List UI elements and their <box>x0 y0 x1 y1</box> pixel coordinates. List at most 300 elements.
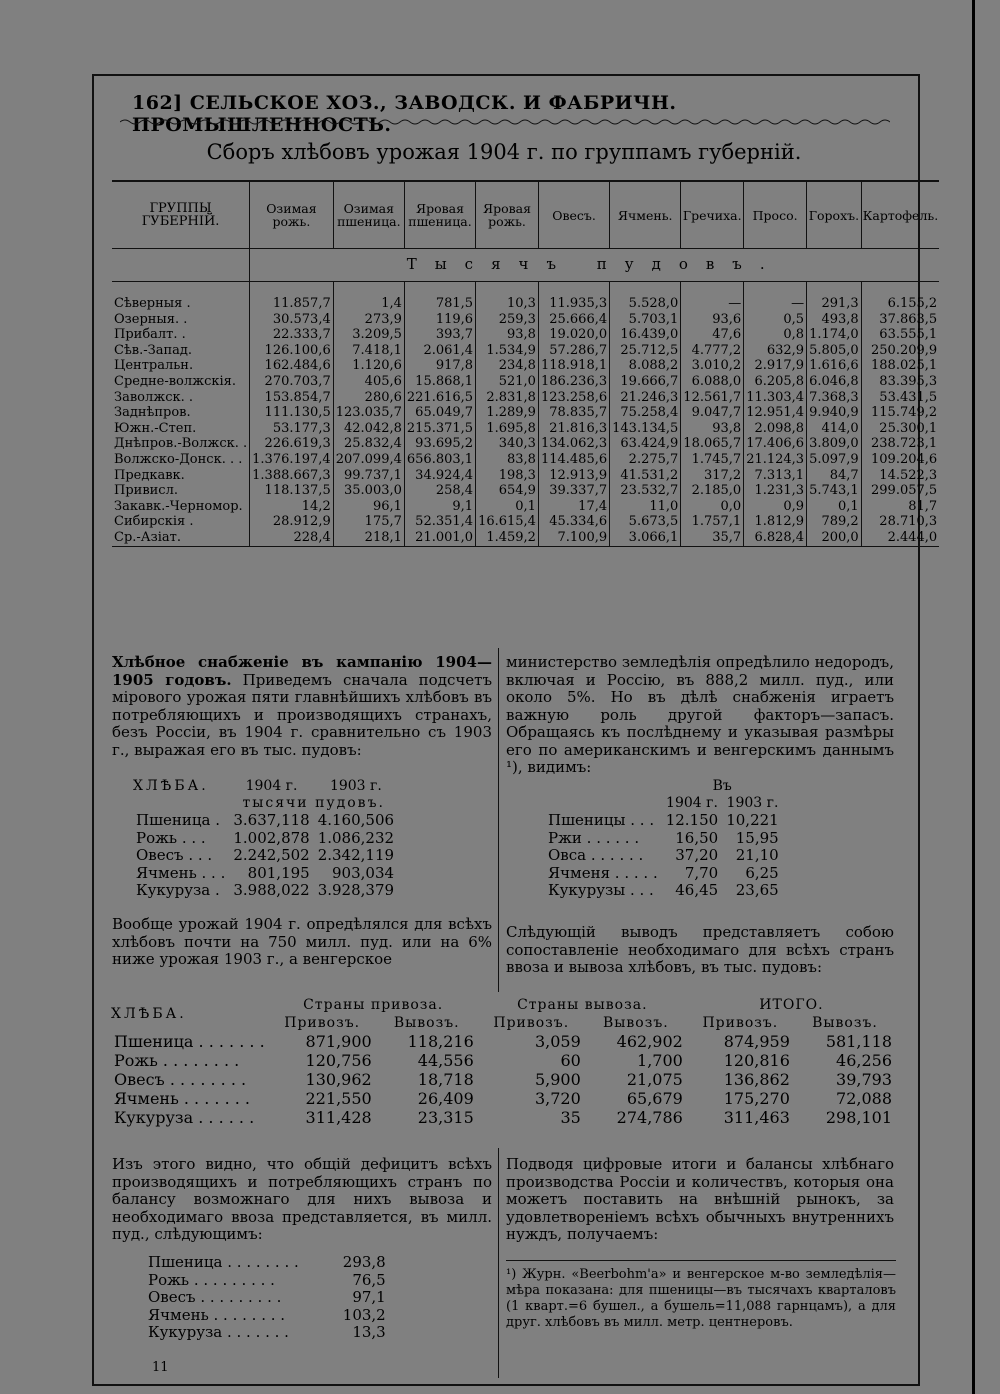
harvest-cell: 12.951,4 <box>744 405 807 421</box>
harvest-cell: 11.303,4 <box>744 390 807 406</box>
stocks-1904: 12.150 <box>665 811 719 829</box>
printer-signature: 11 <box>152 1360 169 1375</box>
harvest-cell: 250.209,9 <box>861 343 939 359</box>
right-paragraph-2: Слѣдующій выводъ представляетъ собою сопоставленіе необходимаго для всѣхъ странъ ввоза и вывоза хлѣбовъ, въ тыс. пудовъ: <box>506 923 894 976</box>
world-harvest-row <box>132 812 398 830</box>
harvest-cell: 8.088,2 <box>610 358 681 374</box>
harvest-cell: 109.204,6 <box>861 452 939 468</box>
harvest-cell: 162.484,6 <box>250 358 334 374</box>
units-label: Тысячъ пудовъ. <box>250 249 940 282</box>
harvest-cell: 41.531,2 <box>610 468 681 484</box>
harvest-row-group: Центральн. <box>114 358 194 374</box>
deficit-value: 293,8 <box>342 1253 386 1271</box>
deficit-crop: Пшеница . . . . . . . . <box>148 1253 299 1271</box>
harvest-cell: 25.712,5 <box>610 343 681 359</box>
harvest-cell: 10,3 <box>476 296 539 312</box>
stocks-table <box>544 778 783 900</box>
harvest-cell: 5.703,1 <box>610 312 681 328</box>
harvest-row <box>112 405 939 421</box>
deficit-table <box>144 1254 390 1342</box>
column-divider <box>498 648 499 992</box>
harvest-cell: 1.231,3 <box>744 483 807 499</box>
harvest-row-group: Прибалт. . <box>114 327 186 343</box>
trade-cell: 35 <box>560 1108 581 1127</box>
trade-cell: 5,900 <box>534 1070 581 1089</box>
harvest-cell: 21.816,3 <box>538 421 609 437</box>
harvest-row-group: Сѣв.-Запад. <box>114 342 193 358</box>
harvest-cell: 81,7 <box>861 499 939 515</box>
stocks-crop: Ржи . . . . . . <box>548 828 640 847</box>
harvest-cell: 7.418,1 <box>333 343 404 359</box>
units-row <box>112 249 939 282</box>
harvest-cell: 21.001,0 <box>404 530 475 546</box>
trade-cell: 874,959 <box>723 1032 790 1051</box>
harvest-cell: 5.743,1 <box>807 483 862 499</box>
harvest-cell: 3.209,5 <box>333 327 404 343</box>
harvest-cell: 111.130,5 <box>250 405 334 421</box>
harvest-row <box>112 358 939 374</box>
harvest-cell: 9.047,7 <box>681 405 744 421</box>
harvest-cell: 4.777,2 <box>681 343 744 359</box>
world-harvest-1904: 1.002,878 <box>233 828 310 847</box>
harvest-cell: 83,8 <box>476 452 539 468</box>
deficit-row <box>144 1324 390 1342</box>
harvest-cell: 114.485,6 <box>538 452 609 468</box>
world-harvest-row <box>132 847 398 865</box>
harvest-cell: 12.913,9 <box>538 468 609 484</box>
trade-group-row <box>110 996 896 1014</box>
harvest-cell: 2.444,0 <box>861 530 939 546</box>
section-lead: Хлѣбное снабженіе въ кампанію 1904—1905 годовъ. <box>112 653 492 689</box>
harvest-header-row <box>112 181 939 249</box>
world-harvest-1904: 3.988,022 <box>233 881 310 899</box>
deficit-crop: Ячмень . . . . . . . . <box>148 1305 286 1324</box>
world-harvest-1904: 2.242,502 <box>233 846 310 864</box>
harvest-cell: 273,9 <box>333 312 404 328</box>
harvest-cell: 47,6 <box>681 327 744 343</box>
harvest-cell: 18.065,7 <box>681 436 744 452</box>
world-harvest-1903: 903,034 <box>332 863 395 882</box>
header-groups: ГРУППЫ ГУБЕРНІЙ. <box>112 181 250 249</box>
harvest-cell: 35,7 <box>681 530 744 546</box>
harvest-row <box>112 452 939 468</box>
harvest-cell: 63.555,1 <box>861 327 939 343</box>
harvest-row <box>112 327 939 343</box>
harvest-row-group: Ср.-Азіат. <box>112 530 250 546</box>
harvest-cell: 405,6 <box>333 374 404 390</box>
trade-head-import-countries: Страны привоза. <box>303 997 444 1013</box>
harvest-row <box>112 436 939 452</box>
harvest-cell: 25.300,1 <box>861 421 939 437</box>
harvest-cell: 78.835,7 <box>538 405 609 421</box>
world-harvest-1903: 4.160,506 <box>317 811 395 829</box>
stocks-1904: 37,20 <box>675 846 719 864</box>
world-harvest-crop: Овесъ . . . <box>136 846 213 864</box>
stocks-year-1903: 1903 г. <box>726 795 779 811</box>
header-winter-wheat: Озимая пшеница. <box>333 181 404 249</box>
harvest-cell: 226.619,3 <box>250 436 334 452</box>
trade-sub-import-2: Привозъ. <box>493 1015 570 1031</box>
trade-cell: 1,700 <box>637 1051 683 1070</box>
harvest-cell: 0,8 <box>744 327 807 343</box>
units-spacer <box>112 249 250 282</box>
harvest-cell: 115.749,2 <box>861 405 939 421</box>
header-oats: Овесъ. <box>538 181 609 249</box>
harvest-cell: 188.025,1 <box>861 358 939 374</box>
stocks-1903: 23,65 <box>735 881 779 899</box>
harvest-cell: 632,9 <box>744 343 807 359</box>
harvest-cell: 93,8 <box>476 327 539 343</box>
world-harvest-crop: Пшеница . <box>136 811 221 829</box>
harvest-cell: 57.286,7 <box>538 343 609 359</box>
deficit-crop: Овесъ . . . . . . . . . <box>148 1288 282 1306</box>
stocks-1904: 16,50 <box>675 828 719 847</box>
bottom-left-paragraph: Изъ этого видно, что общій дефицитъ всѣхъ производящихъ и потребляющихъ странъ по балансу возможнаго для нихъ вывоза и необходимаго ввоза представляется, въ милл. пуд., слѣдующимъ: <box>112 1155 492 1243</box>
harvest-cell: 1.757,1 <box>681 514 744 530</box>
harvest-cell: 207.099,4 <box>333 452 404 468</box>
trade-crop: Кукуруза . . . . . . <box>114 1108 255 1127</box>
header-millet: Просо. <box>744 181 807 249</box>
deficit-row <box>144 1272 390 1290</box>
trade-cell: 60 <box>560 1051 581 1070</box>
harvest-cell: 1.745,7 <box>681 452 744 468</box>
stocks-row <box>544 847 783 865</box>
world-harvest-year-1904: 1904 г. <box>245 778 298 794</box>
world-harvest-table <box>132 778 398 900</box>
spacer-row <box>112 282 939 297</box>
harvest-cell: — <box>681 296 744 312</box>
harvest-cell: 93.695,2 <box>404 436 475 452</box>
stocks-1903: 10,221 <box>726 811 779 829</box>
harvest-cell: 7.100,9 <box>538 530 609 546</box>
harvest-cell: 259,3 <box>476 312 539 328</box>
harvest-cell: 0,1 <box>476 499 539 515</box>
harvest-cell: 12.561,7 <box>681 390 744 406</box>
header-winter-rye: Озимая рожь. <box>250 181 334 249</box>
harvest-cell: 5.528,0 <box>610 296 681 312</box>
harvest-cell: 175,7 <box>333 514 404 530</box>
harvest-cell: 25.666,4 <box>538 312 609 328</box>
harvest-cell: 6.088,0 <box>681 374 744 390</box>
harvest-cell: 258,4 <box>404 483 475 499</box>
harvest-cell: 19.020,0 <box>538 327 609 343</box>
harvest-cell: 218,1 <box>333 530 404 546</box>
harvest-cell: 118.137,5 <box>250 483 334 499</box>
stocks-crop: Кукурузы . . . <box>548 881 654 899</box>
harvest-cell: 299.057,5 <box>861 483 939 499</box>
harvest-cell: 1.120,6 <box>333 358 404 374</box>
harvest-cell: 393,7 <box>404 327 475 343</box>
harvest-row <box>112 530 939 546</box>
trade-row <box>110 1089 896 1108</box>
harvest-cell: 7.368,3 <box>807 390 862 406</box>
harvest-cell: 53.431,5 <box>861 390 939 406</box>
trade-cell: 65,679 <box>626 1089 683 1108</box>
harvest-cell: 1.376.197,4 <box>250 452 334 468</box>
trade-cell: 311,463 <box>723 1108 790 1127</box>
trade-cell: 118,216 <box>407 1032 474 1051</box>
harvest-cell: 2.275,7 <box>610 452 681 468</box>
harvest-cell: — <box>744 296 807 312</box>
harvest-row-group: Заволжск. . <box>114 389 194 405</box>
header-peas: Горохъ. <box>807 181 862 249</box>
harvest-row-group: Озерныя. . <box>114 311 188 327</box>
trade-sub-export-2: Вывозъ. <box>602 1015 669 1031</box>
left-paragraph-1 <box>112 654 492 759</box>
stocks-head-years <box>544 795 783 812</box>
harvest-row <box>112 312 939 328</box>
harvest-cell: 21.124,3 <box>744 452 807 468</box>
harvest-cell: 1.174,0 <box>807 327 862 343</box>
harvest-cell: 118.918,1 <box>538 358 609 374</box>
harvest-cell: 1.534,9 <box>476 343 539 359</box>
harvest-cell: 53.177,3 <box>250 421 334 437</box>
harvest-cell: 1.388.667,3 <box>250 468 334 484</box>
harvest-cell: 221.616,5 <box>404 390 475 406</box>
header-spring-wheat: Яровая пшеница. <box>404 181 475 249</box>
harvest-cell: 1.289,9 <box>476 405 539 421</box>
world-harvest-units: тысячи пудовъ. <box>242 795 385 811</box>
harvest-cell: 11,0 <box>610 499 681 515</box>
harvest-cell: 3.066,1 <box>610 530 681 546</box>
trade-table <box>110 996 896 1127</box>
harvest-cell: 6.828,4 <box>744 530 807 546</box>
deficit-value: 97,1 <box>352 1288 386 1306</box>
world-harvest-crop: Кукуруза . <box>136 881 220 899</box>
harvest-cell: 198,3 <box>476 468 539 484</box>
harvest-cell: 30.573,4 <box>250 312 334 328</box>
trade-cell: 120,816 <box>723 1051 790 1070</box>
harvest-cell: 5.097,9 <box>807 452 862 468</box>
header-barley: Ячмень. <box>610 181 681 249</box>
harvest-cell: 23.532,7 <box>610 483 681 499</box>
stocks-row <box>544 812 783 830</box>
trade-cell: 21,075 <box>626 1070 683 1089</box>
trade-cell: 311,428 <box>305 1108 372 1127</box>
harvest-row-group: Закавк.-Черномор. <box>114 498 243 514</box>
stocks-1903: 6,25 <box>745 863 779 882</box>
harvest-row <box>112 296 939 312</box>
harvest-cell: 280,6 <box>333 390 404 406</box>
world-harvest-1903: 2.342,119 <box>317 846 395 864</box>
world-harvest-crop: Ячмень . . . <box>136 863 226 882</box>
harvest-row <box>112 499 939 515</box>
world-harvest-1904: 801,195 <box>247 863 310 882</box>
right-paragraph-1: министерство земледѣлія опредѣлило недородъ, включая и Россію, въ 888,2 милл. пуд., или около 5%. Но въ дѣлѣ снабженія играетъ важную роль другой факторъ—запасъ. Обращаясь къ послѣднему и указывая размѣры его по американскимъ и венгерскимъ даннымъ ¹), видимъ: <box>506 653 894 776</box>
stocks-head-in <box>544 778 783 795</box>
deficit-value: 13,3 <box>352 1323 386 1341</box>
deficit-row <box>144 1254 390 1272</box>
harvest-row <box>112 483 939 499</box>
harvest-cell: 52.351,4 <box>404 514 475 530</box>
harvest-cell: 0,5 <box>744 312 807 328</box>
trade-sub-export-1: Вывозъ. <box>393 1015 460 1031</box>
trade-crop: Рожь . . . . . . . . <box>114 1051 240 1070</box>
deficit-row <box>144 1307 390 1325</box>
trade-cell: 462,902 <box>616 1032 683 1051</box>
harvest-cell: 917,8 <box>404 358 475 374</box>
left-paragraph-2: Вообще урожай 1904 г. опредѣлялся для всѣхъ хлѣбовъ почти на 750 милл. пуд. или на 6% ниже урожая 1903 г., а венгерское <box>112 915 492 968</box>
world-harvest-year-1903: 1903 г. <box>329 778 382 794</box>
harvest-row <box>112 514 939 530</box>
harvest-cell: 123.035,7 <box>333 405 404 421</box>
trade-cell: 175,270 <box>723 1089 790 1108</box>
stocks-1903: 15,95 <box>735 828 779 847</box>
harvest-cell: 789,2 <box>807 514 862 530</box>
stocks-row <box>544 865 783 883</box>
trade-cell: 23,315 <box>417 1108 474 1127</box>
trade-cell: 44,556 <box>417 1051 474 1070</box>
harvest-cell: 7.313,1 <box>744 468 807 484</box>
harvest-cell: 238.723,1 <box>861 436 939 452</box>
trade-cell: 298,101 <box>825 1108 892 1127</box>
harvest-cell: 2.098,8 <box>744 421 807 437</box>
harvest-cell: 65.049,7 <box>404 405 475 421</box>
trade-sub-export-3: Вывозъ. <box>812 1015 878 1031</box>
harvest-cell: 200,0 <box>807 530 862 546</box>
deficit-value: 76,5 <box>352 1270 386 1289</box>
harvest-cell: 234,8 <box>476 358 539 374</box>
harvest-cell: 9.940,9 <box>807 405 862 421</box>
harvest-cell: 2.185,0 <box>681 483 744 499</box>
deficit-crop: Кукуруза . . . . . . . <box>148 1323 289 1341</box>
page <box>92 74 939 1384</box>
trade-sub-import-1: Привозъ. <box>284 1015 361 1031</box>
harvest-cell: 19.666,7 <box>610 374 681 390</box>
stocks-row <box>544 830 783 848</box>
stocks-row <box>544 882 783 900</box>
harvest-cell: 39.337,7 <box>538 483 609 499</box>
world-harvest-head <box>132 778 398 795</box>
harvest-cell: 2.917,9 <box>744 358 807 374</box>
harvest-cell: 21.246,3 <box>610 390 681 406</box>
trade-cell: 26,409 <box>417 1089 474 1108</box>
harvest-cell: 5.805,0 <box>807 343 862 359</box>
harvest-cell: 35.003,0 <box>333 483 404 499</box>
trade-crop: Ячмень . . . . . . . <box>114 1089 250 1108</box>
stocks-1904: 46,45 <box>675 881 719 899</box>
harvest-cell: 34.924,4 <box>404 468 475 484</box>
harvest-cell: 96,1 <box>333 499 404 515</box>
harvest-table <box>112 180 939 547</box>
trade-cell: 18,718 <box>417 1070 474 1089</box>
trade-cell: 581,118 <box>825 1032 892 1051</box>
harvest-row-group: Привисл. <box>114 483 178 499</box>
world-harvest-crop: Рожь . . . <box>136 828 206 847</box>
harvest-row-group: Волжско-Донск. . . <box>114 451 243 467</box>
page-edge <box>972 0 975 1394</box>
trade-row <box>110 1108 896 1127</box>
trade-cell: 46,256 <box>836 1051 892 1070</box>
harvest-cell: 28.710,3 <box>861 514 939 530</box>
harvest-cell: 2.061,4 <box>404 343 475 359</box>
harvest-row-group: Сѣверныя . <box>114 296 191 311</box>
harvest-cell: 28.912,9 <box>250 514 334 530</box>
harvest-cell: 11.935,3 <box>538 296 609 312</box>
harvest-cell: 93,8 <box>681 421 744 437</box>
harvest-row <box>112 390 939 406</box>
wavy-rule <box>120 118 890 126</box>
world-harvest-row <box>132 830 398 848</box>
trade-cell: 274,786 <box>616 1108 683 1127</box>
harvest-cell: 134.062,3 <box>538 436 609 452</box>
harvest-cell: 270.703,7 <box>250 374 334 390</box>
harvest-cell: 0,9 <box>744 499 807 515</box>
trade-cell: 120,756 <box>305 1051 372 1070</box>
harvest-cell: 99.737,1 <box>333 468 404 484</box>
running-header: 162] СЕЛЬСКОЕ ХОЗ., ЗАВОДСК. И ФАБРИЧН. ПРОМЫШЛЕННОСТЬ. <box>132 92 677 136</box>
harvest-cell: 0,1 <box>807 499 862 515</box>
trade-row <box>110 1032 896 1051</box>
trade-cell: 221,550 <box>305 1089 372 1108</box>
harvest-row <box>112 374 939 390</box>
stocks-crop: Ячменя . . . . . <box>548 863 658 882</box>
column-divider-lower <box>498 1148 499 1378</box>
harvest-row-group: Днѣпров.-Волжск. . <box>114 436 248 452</box>
bottom-right-paragraph: Подводя цифровые итоги и балансы хлѣбнаго производства Россіи и количествъ, которыя она можетъ поставить на внѣшній рынокъ, за удовлетвореніемъ всѣхъ обычныхъ внутреннихъ нуждъ, получаемъ: <box>506 1155 894 1243</box>
harvest-cell: 1.812,9 <box>744 514 807 530</box>
harvest-cell: 6.205,8 <box>744 374 807 390</box>
trade-cell: 39,793 <box>836 1070 892 1089</box>
harvest-cell: 521,0 <box>476 374 539 390</box>
stocks-year-1904: 1904 г. <box>666 795 718 811</box>
table-title: Сборъ хлѣбовъ урожая 1904 г. по группамъ губерній. <box>206 140 802 164</box>
trade-cell: 136,862 <box>723 1070 790 1089</box>
harvest-row-group: Заднѣпров. <box>114 405 191 421</box>
harvest-cell: 25.832,4 <box>333 436 404 452</box>
harvest-cell: 0,0 <box>681 499 744 515</box>
harvest-cell: 5.673,5 <box>610 514 681 530</box>
harvest-row-group: Предкавк. <box>114 467 185 483</box>
stocks-in-label: Въ <box>712 778 732 794</box>
header-spring-rye: Яровая рожь. <box>476 181 539 249</box>
harvest-cell: 93,6 <box>681 312 744 328</box>
harvest-cell: 317,2 <box>681 468 744 484</box>
harvest-cell: 153.854,7 <box>250 390 334 406</box>
trade-cell: 3,720 <box>534 1089 581 1108</box>
trade-cell: 3,059 <box>534 1032 581 1051</box>
harvest-cell: 126.100,6 <box>250 343 334 359</box>
harvest-cell: 143.134,5 <box>610 421 681 437</box>
trade-cell: 130,962 <box>305 1070 372 1089</box>
trade-cell: 871,900 <box>305 1032 372 1051</box>
world-harvest-units-row <box>132 795 398 812</box>
harvest-cell: 186.236,3 <box>538 374 609 390</box>
harvest-row <box>112 468 939 484</box>
harvest-cell: 123.258,6 <box>538 390 609 406</box>
harvest-row-group: Южн.-Степ. <box>114 420 197 436</box>
harvest-cell: 17,4 <box>538 499 609 515</box>
header-buckwheat: Гречиха. <box>681 181 744 249</box>
left-paragraph-1-text: Приведемъ сначала подсчетъ мірового урожая пяти главнѣйшихъ хлѣбовъ въ потребляющихъ и производящихъ странахъ, безъ Россіи, въ 1904 г. сравнительно съ 1903 г., выражая его въ тыс. пудовъ: <box>112 670 492 759</box>
stocks-1903: 21,10 <box>735 846 779 864</box>
header-potatoes: Картофель. <box>861 181 939 249</box>
harvest-cell: 22.333,7 <box>250 327 334 343</box>
harvest-cell: 340,3 <box>476 436 539 452</box>
harvest-cell: 83.395,3 <box>861 374 939 390</box>
harvest-cell: 42.042,8 <box>333 421 404 437</box>
harvest-cell: 15.868,1 <box>404 374 475 390</box>
deficit-row <box>144 1289 390 1307</box>
harvest-cell: 1,4 <box>333 296 404 312</box>
harvest-cell: 656.803,1 <box>404 452 475 468</box>
harvest-cell: 228,4 <box>250 530 334 546</box>
stocks-1904: 7,70 <box>684 863 719 882</box>
harvest-cell: 1.459,2 <box>476 530 539 546</box>
stocks-crop: Пшеницы . . . <box>548 811 655 829</box>
harvest-cell: 119,6 <box>404 312 475 328</box>
harvest-cell: 3.010,2 <box>681 358 744 374</box>
